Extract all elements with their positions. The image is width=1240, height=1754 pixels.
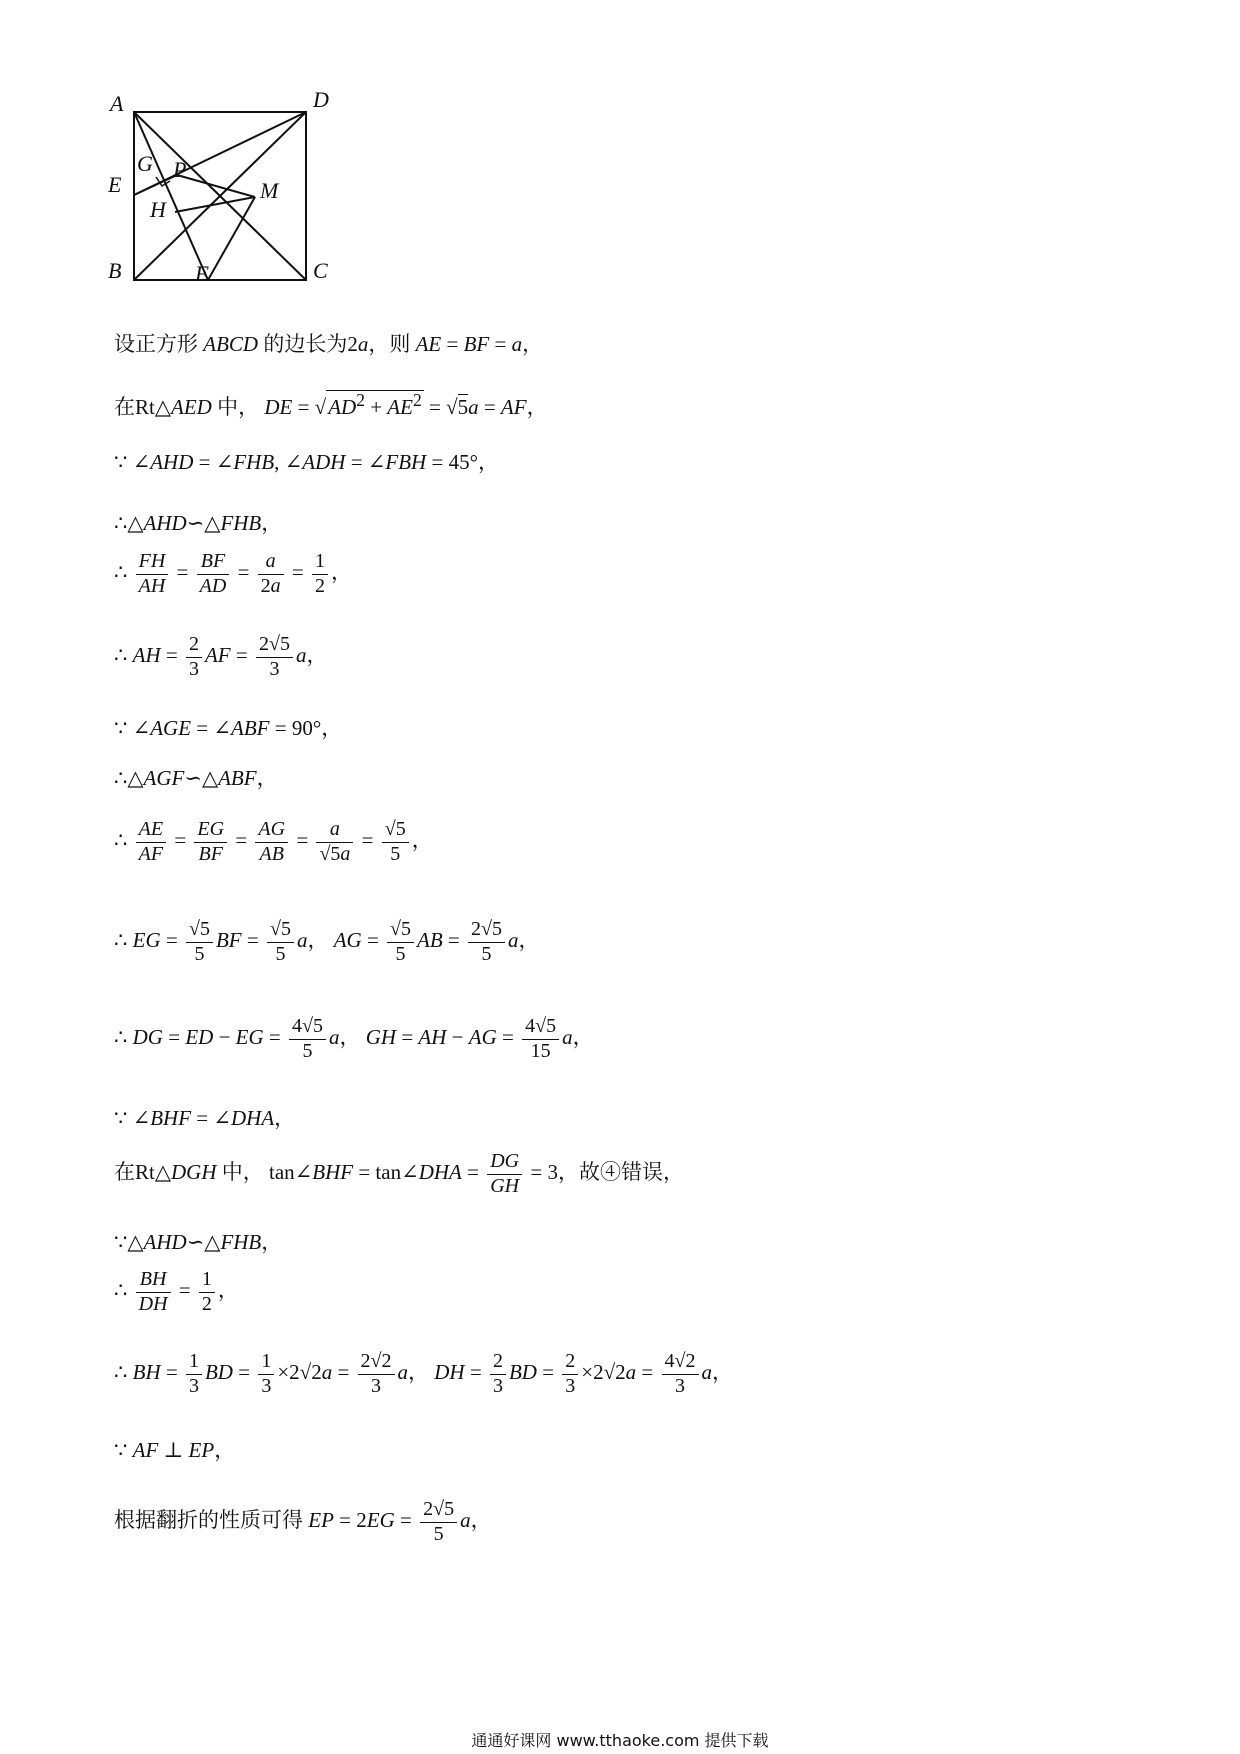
label-g: G bbox=[137, 151, 153, 176]
square-diagram bbox=[108, 87, 340, 325]
line-7: ∵ ∠AGE = ∠ABF = 90°， bbox=[114, 716, 343, 740]
line-15: ∴ $\frac{BH}{DH}$ = $\frac{1}{2}$ ， bbox=[114, 1268, 239, 1315]
line-4: ∴△AHD∽△FHB， bbox=[114, 511, 283, 535]
label-b: B bbox=[108, 258, 122, 283]
line-2: 在Rt△AED 中， DE = $√AD^2 + AE^2 = √5a$ = AF， bbox=[114, 390, 548, 419]
footer bbox=[0, 1728, 1240, 1751]
segment-af bbox=[134, 112, 208, 280]
line-9: ∴ $\frac{AE}{AF}$ = $\frac{EG}{BF}$ = $\frac{AG}{AB}$ = $\frac{a}{√5a}$ = $\frac{√5}{5}$ ， bbox=[114, 818, 433, 865]
label-p: P bbox=[173, 157, 187, 182]
line-10: ∴ EG = $\frac{√5}{5}$ BF = $\frac{√5}{5}$ a， AG = $\frac{√5}{5}$ AB = $\frac{2√5}{5}$ a， bbox=[114, 918, 540, 965]
geometry-figure bbox=[108, 87, 340, 325]
line-17: ∵ AF ⊥ EP， bbox=[114, 1438, 236, 1462]
line-18: 根据翻折的性质可得 EP = 2EG = $\frac{2√5}{5}$ a， bbox=[114, 1498, 492, 1545]
label-a: A bbox=[110, 91, 124, 116]
line-1: 设正方形 ABCD 的边长为2a，则 AE = BF = a， bbox=[114, 332, 544, 356]
sqrt-expression: $√AD^2 + AE^2$ bbox=[314, 390, 422, 419]
line-8: ∴△AGF∽△ABF， bbox=[114, 766, 278, 790]
segment-ep bbox=[134, 175, 177, 195]
label-e: E bbox=[108, 172, 122, 197]
line-12: ∵ ∠BHF = ∠DHA， bbox=[114, 1106, 296, 1130]
line-6: ∴ AH = $\frac{2}{3}$ AF = $\frac{2√5}{3}$ a， bbox=[114, 633, 328, 680]
line-3: ∵ ∠AHD = ∠FHB, ∠ADH = ∠FBH = 45°， bbox=[114, 450, 499, 474]
label-d: D bbox=[313, 87, 329, 112]
segment-pm bbox=[177, 175, 255, 197]
label-f: F bbox=[195, 261, 209, 286]
line-5: ∴ $\frac{FH}{AH}$ = $\frac{BF}{AD}$ = $\frac{a}{2a}$ = $\frac{1}{2}$ ， bbox=[114, 550, 352, 597]
segment-mf bbox=[208, 197, 255, 280]
label-c: C bbox=[313, 258, 328, 283]
line-14: ∵△AHD∽△FHB， bbox=[114, 1230, 283, 1254]
line-11: ∴ DG = ED − EG = $\frac{4√5}{5}$ a， GH = AH − AG = $\frac{4√5}{15}$ a， bbox=[114, 1015, 594, 1062]
label-h: H bbox=[150, 197, 166, 222]
label-m: M bbox=[260, 178, 279, 203]
line-13: 在Rt△DGH 中， tan∠BHF = tan∠DHA = $\frac{DG}{GH}$ = 3，故④错误， bbox=[114, 1150, 684, 1197]
footer-text[interactable]: 通通好课网 www.tthaoke.com 提供下载 bbox=[471, 1731, 769, 1750]
line-16: ∴ BH = $\frac{1}{3}$ BD = $\frac{1}{3}$ ×2√2a = $\frac{2√2}{3}$ a， DH = $\frac{2}{3}$ BD = $\frac{2}{3}$ ×2√2a = $\frac{4√2}{3}$ a， bbox=[114, 1350, 733, 1397]
segment-mh bbox=[175, 197, 255, 212]
